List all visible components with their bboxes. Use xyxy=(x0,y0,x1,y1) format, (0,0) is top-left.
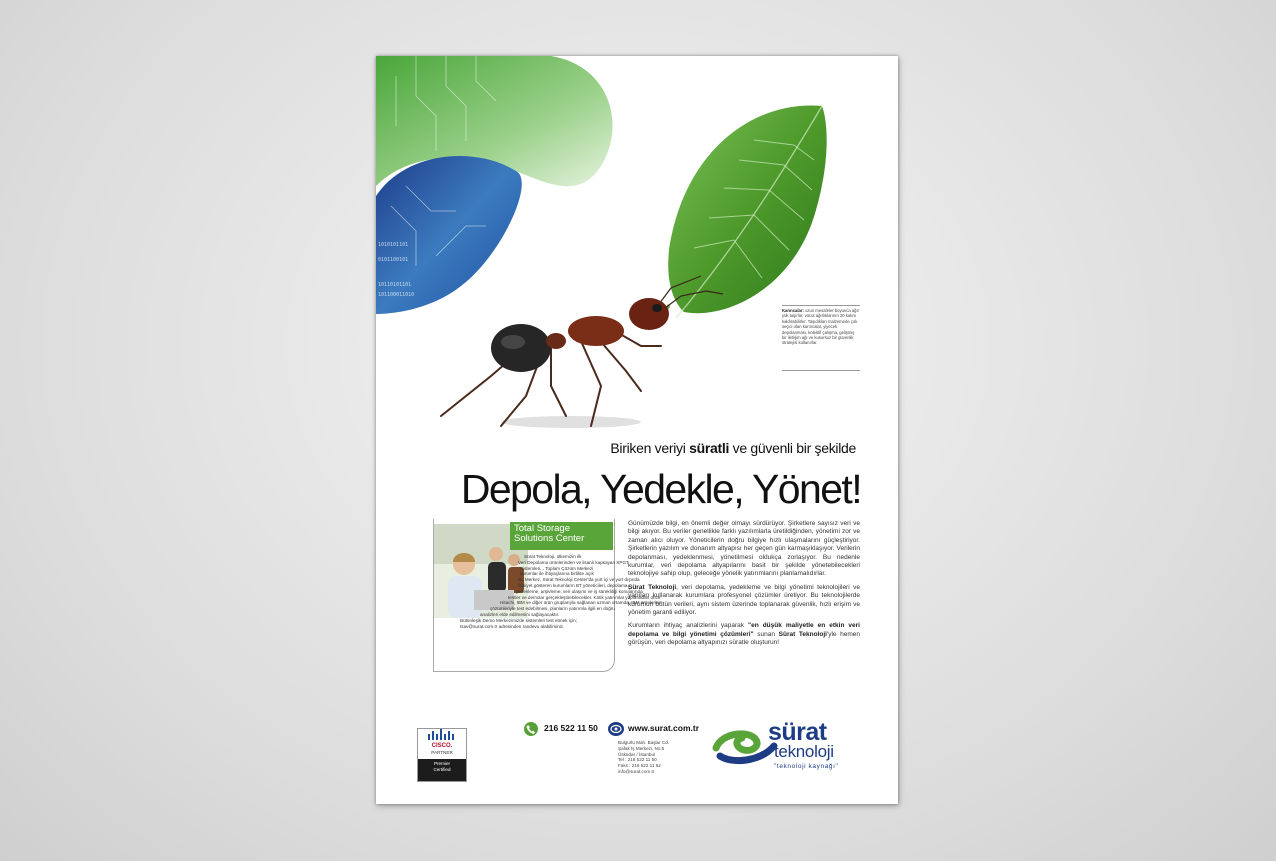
logo-sub: teknoloji xyxy=(774,742,834,761)
card-line: faaliyet gösteren kurumların BT yöneticileri, depolama, xyxy=(518,582,629,588)
card-text xyxy=(460,554,663,629)
card-line: çözümleriyle test edebilmesi, planların yatırımla ilgili en doğru xyxy=(490,606,615,612)
body-paragraph-1: Günümüzde bilgi, en önemli değer olmayı sürdürüyor. Şirketlere sayısız veri ve bilgi akıyor. Bu veriler genellikle farklı yazılımlarla üretildiğinden, yönetimi zor ve zaman alıcı oluyor. Yöneticilerin doğru bilgiye hızlı ulaşmalarını güçleştiriyor. Şirketlerin yazılım ve donanım altyapısı her geçen gün karmaşıklaşıyor. Verilerin depolanması, yedeklenmesi, yönetilmesi oldukça zorlaşıyor. Bu nedenle kurumlar, veri depolama altyapılarını basit bir şekilde yönetebilecekleri teknolojiye sahip olup, geleceğe yönelik yatırımlarını planlamalıdırlar. xyxy=(628,520,860,578)
caption-title: Karıncalar: xyxy=(782,308,804,313)
address-line: Bulgurlu Mah. Başlar Cd. xyxy=(618,740,670,745)
phone-number[interactable]: 216 522 11 50 xyxy=(544,723,598,733)
card-line: yedekleme, arşivleme, veri ulaşımı ve iş sürekliliği konularında xyxy=(516,588,643,594)
tagline-pre: Biriken veriyi xyxy=(610,440,690,456)
cisco-level: Premier xyxy=(433,761,451,766)
tagline xyxy=(376,440,856,456)
web-icon xyxy=(608,722,624,736)
card-line: Sürat Teknoloji, ülkemizin ilk xyxy=(524,554,582,559)
card-line: Sistemleri... Toplam Çözüm Merkezi xyxy=(520,565,594,571)
card-line: kurumlar ile ihtiyaçlarına birlikte açık xyxy=(520,571,594,577)
cisco-level-band xyxy=(418,759,466,781)
card-line: testler ve demolar gerçekleştirebilecekler. Kritik yatırımlar yapılmadan önce xyxy=(508,594,661,600)
cisco-partner: PARTNER xyxy=(431,750,453,755)
body-p3-brand: Sürat Teknoloji xyxy=(778,630,827,638)
card-header-line2: Solutions Center xyxy=(514,532,585,544)
card-line: Veri Depolama ürünlerinden ve lisanlı kapsayan SPGT xyxy=(518,559,629,565)
address-block xyxy=(618,740,698,775)
card-line: tsav@surat.com.tr adresinden randevu alabilirsiniz. xyxy=(460,623,565,629)
cisco-brand: CISCO. xyxy=(431,743,453,749)
card-line: Bütünleşik Demo Merkezimizde sistemleri test etmek için; xyxy=(460,617,577,623)
card-line: analizleri elde edilmesini sağlayacaktır. xyxy=(480,611,560,617)
phone-icon xyxy=(524,722,538,736)
cisco-cert: Certified xyxy=(433,766,451,772)
address-line: Üsküdar / İstanbul xyxy=(618,751,656,757)
cisco-bars-icon xyxy=(418,729,466,741)
body-p3-b: sunan xyxy=(753,630,779,638)
address-line: Tel : 216 522 11 50 xyxy=(618,757,657,763)
body-paragraph-2 xyxy=(628,584,860,618)
body-p3-quote: "en düşük maliyetle en etkin veri depolama ve bilgi yönetimi çözümleri" xyxy=(628,622,860,638)
body-p2-text: , veri depolama, yedekleme ve bilgi yönetimi teknolojileri ve yapıları kullanarak kurumlara profesyonel çözümler üretiyor. Bu teknolojilerde kurumun bütün verileri, aynı sistem üzerinde toplanarak güvenlik, hızlı erişim ve yönetim garanti ediliyor. xyxy=(628,583,861,617)
svg-text:0101100101: 0101100101 xyxy=(378,257,409,263)
headline: Depola, Yedekle, Yönet! xyxy=(460,466,861,512)
logo-name: sürat xyxy=(768,718,827,746)
card-header-line1: Total Storage xyxy=(514,523,570,534)
body-p3-c: 'yle hemen görüşün, veri depolama altyapınızı süratle oluşturun! xyxy=(628,630,861,647)
svg-text:10110101101: 10110101101 xyxy=(378,282,412,288)
body-brand: Sürat Teknoloji xyxy=(628,583,677,591)
website-link[interactable]: www.surat.com.tr xyxy=(628,723,700,733)
card-line: Bu Merkez, Sürat Teknoloji Center'da yurt içi ve yurt dışında xyxy=(518,577,640,583)
svg-text:1010101101: 1010101101 xyxy=(378,242,409,248)
address-line: info@surat.com.tr xyxy=(618,768,655,774)
tagline-bold: süratli xyxy=(689,440,730,456)
address-line: Faks : 216 522 11 52 xyxy=(618,763,661,769)
card-line: Hitachi, IBM ve diğer ürün gruplarıyla sağlanan uzman ortamda, IBM ürünlerinin xyxy=(500,600,663,606)
advertisement-page xyxy=(376,56,898,804)
logo-slogan: "teknoloji kaynağı" xyxy=(774,763,839,770)
svg-text:101100011010: 101100011010 xyxy=(378,292,415,298)
body-text xyxy=(628,520,860,653)
body-p3-a: Kurumların ihtiyaç analizlerini yaparak xyxy=(628,622,749,630)
card-header xyxy=(510,522,613,550)
ant-image xyxy=(431,276,731,436)
cisco-top xyxy=(418,729,466,749)
ant-caption xyxy=(782,305,860,371)
address-line: Şafak İş Merkezi, No:5 xyxy=(618,745,665,751)
cisco-partner-badge xyxy=(417,728,467,782)
tagline-post: ve güvenli bir şekilde xyxy=(729,440,856,456)
caption-text: uzun mesafeler boyunca ağır yük taşırlar, vücut ağırlıklarının 20 katını kaldırabilirler. Taşıdıkları malzemede çok seçici olan karıncalar, yiyecek depolanması, kolektif çalışma, gelişmiş bir iletişim ağı ve kusursuz bir güvenlik stratejisi kullanırlar. xyxy=(782,308,860,346)
body-paragraph-3 xyxy=(628,622,860,647)
